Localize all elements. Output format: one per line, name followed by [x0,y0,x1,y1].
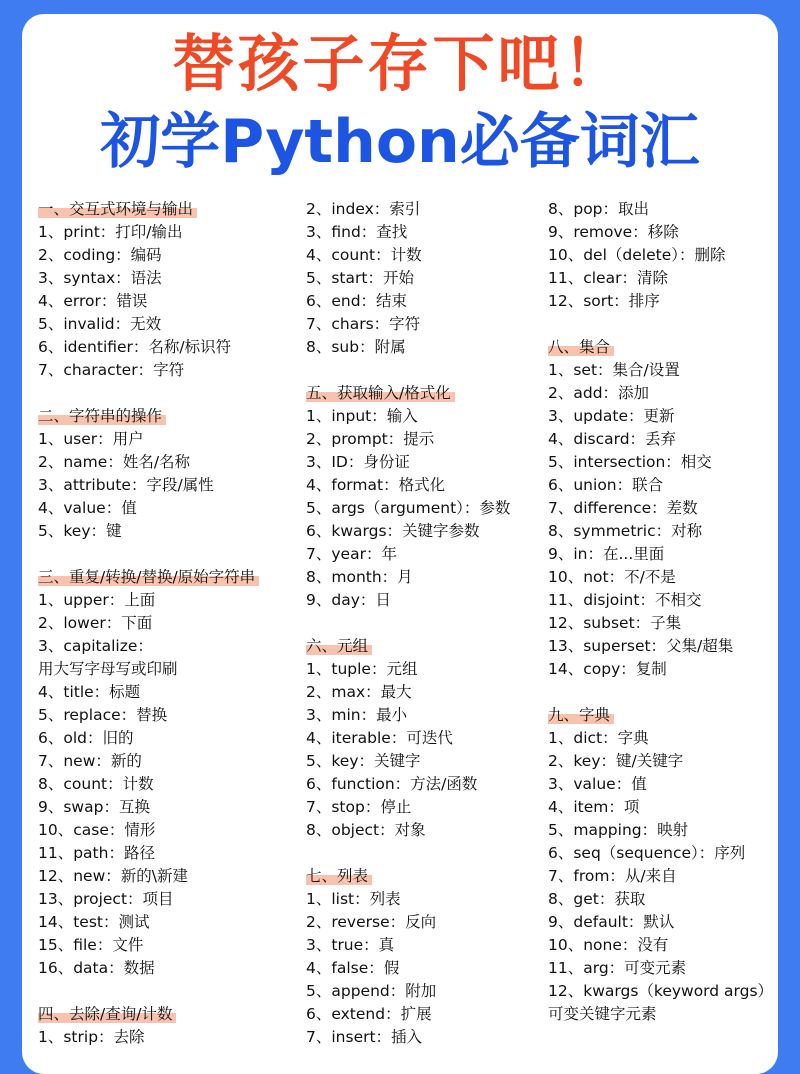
vocab-entry [306,1003,510,1026]
vocab-entry [306,451,510,474]
vocab-entry [306,658,510,681]
section-heading-text: 二、字符串的操作 [38,407,166,425]
vocab-entry [38,911,259,934]
vocab-entry-text: 7、stop：停止 [306,798,412,816]
vocab-column-2 [306,198,510,1049]
vocab-entry [548,957,773,980]
vocab-entry-text: 6、identifier：名称/标识符 [38,338,232,356]
vocab-entry-text: 3、ID：身份证 [306,453,410,471]
vocab-entry-text: 6、old：旧的 [38,729,134,747]
vocab-entry [306,957,510,980]
vocab-entry-text: 7、from：从/来自 [548,867,677,885]
section-heading [306,382,510,405]
vocab-entry-text: 7、year：年 [306,545,397,563]
vocab-entry [306,681,510,704]
vocab-entry [306,589,510,612]
vocab-entry-text: 5、key：关键字 [306,752,421,770]
section-heading-text: 六、元组 [306,637,372,655]
vocab-entry [306,566,510,589]
vocab-entry-text: 5、key：键 [38,522,122,540]
vocab-entry-text: 16、data：数据 [38,959,155,977]
vocab-entry [38,727,259,750]
vocab-entry-text: 4、count：计数 [306,246,422,264]
vocab-entry [548,198,773,221]
vocab-entry [306,336,510,359]
vocab-entry [548,635,773,658]
vocab-entry [38,658,259,681]
section-heading [306,635,510,658]
vocab-entry-text: 7、insert：插入 [306,1028,423,1046]
vocab-entry-text: 11、arg：可变元素 [548,959,687,977]
section-heading [548,336,773,359]
vocab-entry-text: 8、get：获取 [548,890,646,908]
vocab-entry [38,451,259,474]
vocab-entry [38,290,259,313]
vocab-entry-text: 1、input：输入 [306,407,418,425]
spacer [306,612,510,635]
vocab-entry-text: 5、append：附加 [306,982,437,1000]
vocab-entry [38,842,259,865]
vocab-entry-text: 2、name：姓名/名称 [38,453,191,471]
section-heading-text: 八、集合 [548,338,614,356]
vocab-entry [38,359,259,382]
vocab-entry-text: 用大写字母写或印刷 [38,660,178,678]
vocab-entry-text: 14、test：测试 [38,913,150,931]
vocab-entry-text: 5、replace：替换 [38,706,168,724]
vocab-entry-text: 11、disjoint：不相交 [548,591,702,609]
vocab-entry-text: 8、month：月 [306,568,413,586]
vocab-entry-text: 4、format：格式化 [306,476,446,494]
vocab-entry-text: 9、in：在...里面 [548,545,665,563]
vocab-entry-text: 9、default：默认 [548,913,675,931]
vocab-entry [548,382,773,405]
vocab-entry [548,819,773,842]
vocab-entry [548,543,773,566]
vocab-entry-text: 13、project：项目 [38,890,174,908]
vocab-entry [306,773,510,796]
vocab-entry-text: 5、mapping：映射 [548,821,689,839]
vocab-entry-text: 7、new：新的 [38,752,142,770]
vocab-entry-text: 6、kwargs：关键字参数 [306,522,480,540]
vocab-entry-text: 10、not：不/不是 [548,568,676,586]
vocab-entry-text: 7、chars：字符 [306,315,421,333]
vocab-entry [306,290,510,313]
vocab-entry [38,888,259,911]
vocab-entry [548,359,773,382]
section-heading [38,405,259,428]
vocab-entry [306,1026,510,1049]
vocab-entry [306,313,510,336]
vocab-entry-text: 7、character：字符 [38,361,185,379]
section-heading [548,704,773,727]
vocab-entry-text: 1、print：打印/输出 [38,223,183,241]
vocab-entry [38,428,259,451]
vocab-entry [548,934,773,957]
vocab-entry-text: 4、false：假 [306,959,400,977]
vocab-entry [38,497,259,520]
vocab-entry [548,888,773,911]
vocab-entry-text: 2、key：键/关键字 [548,752,684,770]
vocab-entry-text: 6、extend：扩展 [306,1005,432,1023]
vocab-entry-text: 12、kwargs（keyword args） [548,982,774,1000]
vocab-entry [306,980,510,1003]
vocab-entry-text: 10、none：没有 [548,936,669,954]
vocab-column-1 [38,198,259,1049]
vocab-entry [38,336,259,359]
vocab-entry-text: 可变关键字元素 [548,1005,657,1023]
vocab-entry [306,888,510,911]
vocab-entry-text: 2、coding：编码 [38,246,162,264]
vocab-entry [306,911,510,934]
vocab-entry-text: 5、invalid：无效 [38,315,162,333]
vocab-entry-text: 2、add：添加 [548,384,650,402]
headline: 替孩子存下吧！ [172,27,628,100]
vocab-entry-text: 9、day：日 [306,591,391,609]
spacer [38,382,259,405]
vocab-entry [38,1026,259,1049]
vocab-entry [306,198,510,221]
vocab-entry-text: 5、args（argument）：参数 [306,499,511,517]
page-title: 初学Python必备词汇 [100,107,700,177]
vocab-entry-text: 1、user：用户 [38,430,144,448]
vocab-entry-text: 4、value：值 [38,499,137,517]
spacer [306,842,510,865]
vocab-entry [548,497,773,520]
vocab-entry [306,704,510,727]
vocab-entry-text: 12、new：新的\新建 [38,867,188,885]
vocab-entry-text: 4、iterable：可迭代 [306,729,453,747]
section-heading [38,1003,259,1026]
vocab-entry [38,819,259,842]
vocab-entry [38,612,259,635]
vocab-entry [548,842,773,865]
vocab-entry-text: 6、function：方法/函数 [306,775,478,793]
vocab-entry-text: 4、title：标题 [38,683,141,701]
vocab-entry [548,773,773,796]
section-heading-text: 九、字典 [548,706,614,724]
section-heading [38,198,259,221]
vocab-entry [38,267,259,290]
spacer [548,681,773,704]
vocab-entry-text: 12、sort：排序 [548,292,660,310]
vocab-entry [548,428,773,451]
vocab-entry-text: 2、reverse：反向 [306,913,437,931]
vocab-entry [306,221,510,244]
section-heading-text: 三、重复/转换/替换/原始字符串 [38,568,259,586]
vocab-entry [548,405,773,428]
vocab-entry-text: 10、del（delete）：删除 [548,246,726,264]
vocab-entry [548,658,773,681]
vocab-entry-text: 11、path：路径 [38,844,155,862]
vocab-entry-text: 15、file：文件 [38,936,144,954]
vocab-entry [306,428,510,451]
vocab-entry [548,267,773,290]
vocab-entry [548,796,773,819]
vocab-entry-text: 1、upper：上面 [38,591,156,609]
vocab-entry [38,704,259,727]
vocab-entry-text: 8、sub：附属 [306,338,406,356]
vocab-entry-text: 13、superset：父集/超集 [548,637,734,655]
vocab-entry [548,520,773,543]
vocab-entry [548,474,773,497]
spacer [38,980,259,1003]
section-heading-text: 一、交互式环境与输出 [38,200,197,218]
section-heading-text: 五、获取输入/格式化 [306,384,455,402]
vocab-entry [38,244,259,267]
vocab-entry [548,1003,773,1026]
vocab-entry [38,773,259,796]
vocab-entry-text: 3、min：最小 [306,706,408,724]
vocab-entry [548,612,773,635]
vocab-entry-text: 8、object：对象 [306,821,426,839]
vocab-entry-text: 10、case：情形 [38,821,156,839]
vocab-entry [38,750,259,773]
vocab-entry-text: 3、attribute：字段/属性 [38,476,214,494]
spacer [38,543,259,566]
vocab-entry [548,865,773,888]
vocab-entry [306,796,510,819]
vocab-entry-text: 3、true：真 [306,936,395,954]
vocab-entry-text: 2、prompt：提示 [306,430,435,448]
vocab-entry [306,244,510,267]
vocab-entry-text: 1、list：列表 [306,890,401,908]
vocab-entry [38,796,259,819]
vocab-entry-text: 2、max：最大 [306,683,412,701]
vocab-entry [548,221,773,244]
vocab-entry-text: 3、value：值 [548,775,647,793]
vocab-entry [38,934,259,957]
vocab-entry-text: 4、item：项 [548,798,640,816]
vocab-entry [548,451,773,474]
vocab-entry [548,980,773,1003]
vocab-entry-text: 3、find：查找 [306,223,408,241]
vocab-entry-text: 9、swap：互换 [38,798,150,816]
section-heading [306,865,510,888]
vocab-entry-text: 12、subset：子集 [548,614,682,632]
vocab-entry [548,911,773,934]
vocab-entry-text: 3、update：更新 [548,407,675,425]
vocab-entry [306,474,510,497]
vocab-entry-text: 6、end：结束 [306,292,408,310]
vocab-entry [38,221,259,244]
vocab-entry [306,497,510,520]
vocab-entry-text: 7、difference：差数 [548,499,698,517]
vocab-entry-text: 5、intersection：相交 [548,453,712,471]
vocab-entry [306,819,510,842]
vocab-entry-text: 9、remove：移除 [548,223,679,241]
vocab-entry-text: 2、lower：下面 [38,614,153,632]
section-heading-text: 四、去除/查询/计数 [38,1005,176,1023]
vocab-entry-text: 1、tuple：元组 [306,660,418,678]
vocab-entry [306,405,510,428]
spacer [548,313,773,336]
vocab-entry [306,520,510,543]
vocab-entry [38,520,259,543]
vocab-entry-text: 5、start：开始 [306,269,414,287]
vocab-entry [548,727,773,750]
vocab-entry-text: 3、capitalize： [38,637,153,655]
vocab-entry-text: 6、union：联合 [548,476,664,494]
vocab-entry [306,934,510,957]
vocab-entry [306,267,510,290]
vocab-entry [38,957,259,980]
vocab-entry-text: 1、set：集合/设置 [548,361,680,379]
vocab-entry-text: 4、discard：丢弃 [548,430,677,448]
vocab-entry-text: 2、index：索引 [306,200,421,218]
vocab-entry [548,589,773,612]
vocab-entry [548,566,773,589]
vocab-entry [548,750,773,773]
vocab-entry [38,865,259,888]
vocab-entry [548,244,773,267]
section-heading [38,566,259,589]
vocab-entry [38,635,259,658]
vocab-entry-text: 8、count：计数 [38,775,154,793]
vocab-entry [548,290,773,313]
vocab-entry [306,727,510,750]
vocab-column-3 [548,198,773,1026]
spacer [306,359,510,382]
vocab-entry-text: 1、dict：字典 [548,729,649,747]
vocab-entry [38,589,259,612]
section-heading-text: 七、列表 [306,867,372,885]
vocab-entry-text: 4、error：错误 [38,292,148,310]
vocab-entry [38,474,259,497]
vocab-entry-text: 8、pop：取出 [548,200,650,218]
vocab-entry [306,543,510,566]
vocab-entry-text: 1、strip：去除 [38,1028,145,1046]
vocab-entry [38,313,259,336]
vocab-entry [38,681,259,704]
vocab-entry-text: 6、seq（sequence）：序列 [548,844,746,862]
vocab-entry-text: 3、syntax：语法 [38,269,162,287]
vocab-entry [306,750,510,773]
vocab-entry-text: 14、copy：复制 [548,660,667,678]
vocab-entry-text: 8、symmetric：对称 [548,522,703,540]
vocab-entry-text: 11、clear：清除 [548,269,668,287]
